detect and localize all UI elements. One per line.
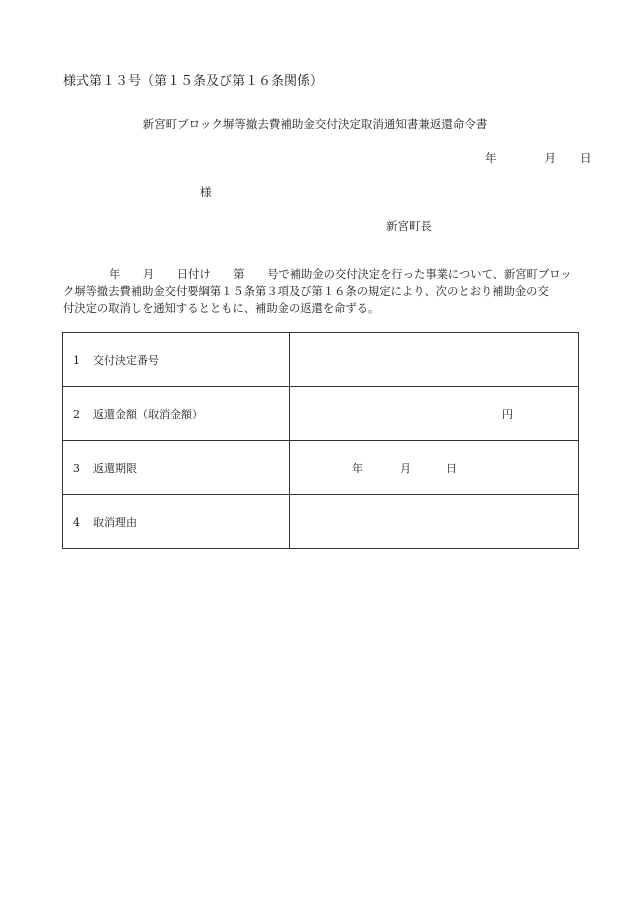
row-label-text: 交付決定番号	[93, 353, 159, 367]
row-label	[63, 387, 290, 441]
deadline-day: 日	[446, 462, 457, 475]
body-line-2: ク塀等撤去費補助金交付要綱第１５条第３項及び第１６条の規定により、次のとおり補助金の交	[63, 285, 549, 298]
row-label-text: 返還金額（取消金額）	[93, 407, 203, 421]
decision-number-field[interactable]	[290, 333, 579, 387]
refund-amount-field[interactable]	[290, 387, 579, 441]
row-number: 1	[73, 353, 80, 367]
deadline-month: 月	[400, 462, 411, 475]
body-line-3: 付決定の取消しを通知するとともに、補助金の返還を命ずる。	[63, 302, 380, 315]
date-day: 日	[580, 151, 592, 165]
cancellation-reason-field[interactable]	[290, 495, 579, 549]
table-row	[63, 495, 579, 549]
row-label	[63, 333, 290, 387]
date-month: 月	[544, 151, 556, 165]
details-table	[62, 332, 579, 549]
document-title: 新宮町ブロック塀等撤去費補助金交付決定取消通知書兼返還命令書	[142, 117, 488, 131]
body-paragraph	[63, 266, 579, 317]
row-label-text: 取消理由	[93, 515, 137, 529]
deadline-year: 年	[352, 462, 363, 475]
body-line-1: 年 月 日付け 第 号で補助金の交付決定を行った事業について、新宮町ブロッ	[109, 268, 572, 281]
row-number: 4	[73, 515, 80, 529]
row-number: 2	[73, 407, 80, 421]
date-year: 年	[485, 151, 497, 165]
issuer-name: 新宮町長	[386, 219, 432, 233]
refund-deadline-field[interactable]	[290, 441, 579, 495]
form-number: 様式第１３号（第１５条及び第１６条関係）	[63, 74, 324, 89]
table-row	[63, 387, 579, 441]
issue-date	[485, 150, 592, 166]
table-row	[63, 333, 579, 387]
row-label-text: 返還期限	[93, 461, 137, 475]
table-row	[63, 441, 579, 495]
yen-unit: 円	[502, 408, 513, 421]
row-label	[63, 495, 290, 549]
row-number: 3	[73, 461, 80, 475]
addressee: 様	[200, 185, 212, 199]
row-label	[63, 441, 290, 495]
